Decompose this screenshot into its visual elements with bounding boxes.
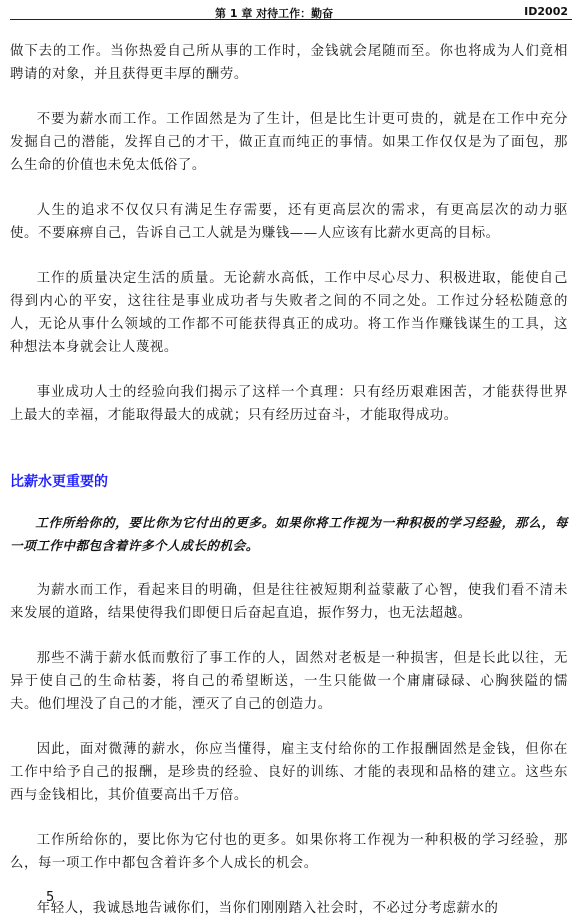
paragraph: 做下去的工作。当你热爱自己所从事的工作时，金钱就会尾随而至。你也将成为人们竟相聘请的对象，并且获得更丰厚的酬劳。 — [10, 44, 568, 82]
paragraph: 年轻人，我诚恳地告诫你们，当你们刚刚踏入社会时，不必过分考虑薪水的 — [36, 901, 499, 916]
paragraph: 不要为薪水而工作。工作固然是为了生计，但是比生计更可贵的，就是在工作中充分发掘自己的潜能，发挥自己的才干，做正直而纯正的事情。如果工作仅仅是为了面包，那么生命的价值也未免太低俗了。 — [10, 112, 568, 173]
chapter-title: 第 1 章 对待工作：勤奋 — [215, 7, 334, 20]
paragraph: 人生的追求不仅仅只有满足生存需要，还有更高层次的需求，有更高层次的动力驱使。不要麻痹自己，告诉自己工人就是为赚钱——人应该有比薪水更高的目标。 — [10, 203, 568, 241]
page-number: 5 — [46, 890, 55, 905]
document-id: ID2002 — [524, 5, 568, 18]
paragraph: 工作的质量决定生活的质量。无论薪水高低，工作中尽心尽力、积极进取，能使自己得到内心的平安，这往往是事业成功者与失败者之间的不同之处。工作过分轻松随意的人，无论从事什么领域的工作都不可能获得真正的成功。将工作当作赚钱谋生的工具，这种想法本身就会让人蔑视。 — [10, 271, 568, 355]
page-content — [10, 40, 568, 920]
paragraph: 工作所给你的，要比你为它付也的更多。如果你将工作视为一种积极的学习经验，那么，每一项工作中都包含着许多个人成长的机会。 — [10, 833, 568, 871]
paragraph: 为薪水而工作，看起来目的明确，但是往往被短期利益蒙蔽了心智，使我们看不清未来发展的道路，结果使得我们即便日后奋起直追，振作努力，也无法超越。 — [10, 583, 568, 621]
paragraph: 因此，面对微薄的薪水，你应当懂得，雇主支付给你的工作报酬固然是金钱，但你在工作中给予自己的报酬，是珍贵的经验、良好的训练、才能的表现和品格的建立。这些东西与金钱相比，其价值要高出千万倍。 — [10, 742, 568, 803]
section-lead-quote: 工作所给你的，要比你为它付出的更多。如果你将工作视为一种积极的学习经验，那么，每一项工作中都包含着许多个人成长的机会。 — [10, 515, 568, 553]
section-heading: 比薪水更重要的 — [10, 474, 108, 490]
paragraph: 事业成功人士的经验向我们揭示了这样一个真理：只有经历艰难困苦，才能获得世界上最大的幸福，才能取得最大的成就；只有经历过奋斗，才能取得成功。 — [10, 385, 568, 423]
page-header — [10, 3, 572, 20]
paragraph: 那些不满于薪水低而敷衍了事工作的人，固然对老板是一种损害，但是长此以往，无异于使自己的生命枯萎，将自己的希望断送，一生只能做一个庸庸碌碌、心胸狭隘的懦夫。他们埋没了自己的才能，湮灭了自己的创造力。 — [10, 651, 568, 712]
